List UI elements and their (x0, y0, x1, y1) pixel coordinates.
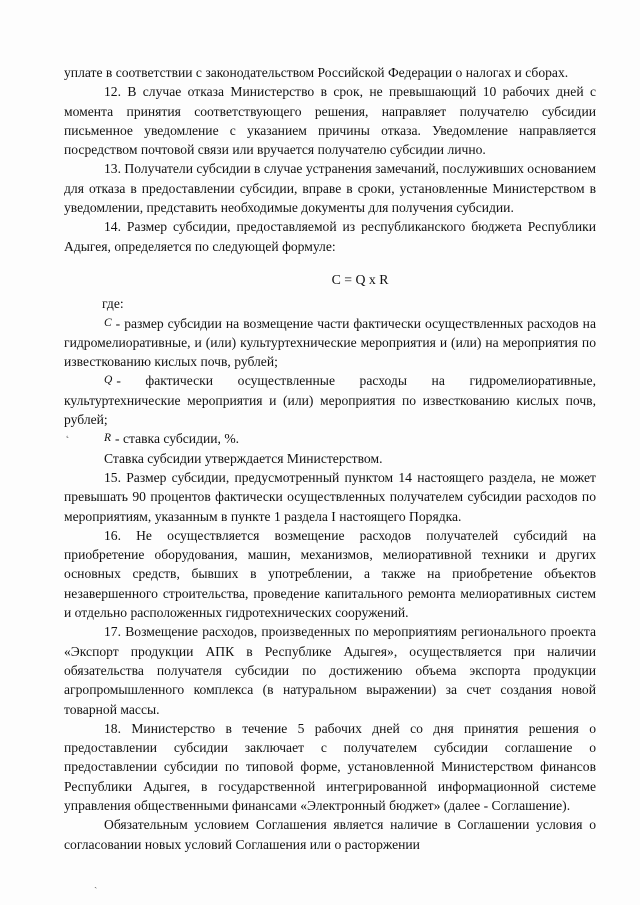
subsidy-formula: C = Q x R (331, 271, 389, 287)
paragraph-15: 15. Размер субсидии, предусмотренный пунктом 14 настоящего раздела, не может превышать 90 процентов фактически осуществленных получателем субсидии расходов по мероприятиям, указанным в пункте 1 раздела I настоящего Порядка. (64, 469, 596, 524)
definition-r-text: - ставка субсидии, %. (115, 431, 240, 447)
definition-r (64, 429, 596, 448)
definition-q (64, 371, 596, 429)
definition-q-text: - фактически осуществленные расходы на гидромелиоративные, культуртехнические мероприятия и (или) мероприятия по известкованию кислых почв, рублей; (64, 373, 596, 428)
paragraph-12: 12. В случае отказа Министерство в срок, не превышающий 10 рабочих дней с момента принятия соответствующего решения, направляет получателю субсидии письменное уведомление с указанием причины отказа. Уведомление направляется посредством почтовой связи или вручается получателю субсидии лично. (64, 84, 596, 158)
paragraph-13: 13. Получатели субсидии в случае устранения замечаний, послуживших основанием для отказа в предоставлении субсидии, вправе в сроки, установленные Министерством в уведомлении, представить необходимые документы для получения субсидии. (64, 161, 596, 216)
paragraph-18: 18. Министерство в течение 5 рабочих дней со дня принятия решения о предоставлении субсидии заключает с получателем субсидии соглашение о предоставлении субсидии по типовой форме, установленной Министерством финансов Республики Адыгея, в государственной интегрированной информационной системе управления общественными финансами «Электронный бюджет» (далее - Соглашение). (64, 720, 596, 813)
continuation-paragraph: уплате в соответствии с законодательством Российской Федерации о налогах и сборах. (64, 65, 569, 80)
document-body (64, 63, 596, 854)
where-label: где: (102, 296, 124, 312)
paragraph-14: 14. Размер субсидии, предоставляемой из республиканского бюджета Республики Адыгея, определяется по следующей формуле: (64, 219, 596, 254)
variable-r: R (104, 432, 112, 445)
rate-statement: Ставка субсидии утверждается Министерством. (104, 450, 383, 466)
variable-q: Q (104, 374, 113, 387)
paragraph-18-continued: Обязательным условием Соглашения является наличие в Соглашении условия о согласовании новых условий Соглашения или о расторжении (64, 817, 596, 852)
scan-mark-bottom: ˏ (94, 878, 98, 889)
paragraph-17: 17. Возмещение расходов, произведенных по мероприятиям регионального проекта «Экспорт продукции АПК в Республике Адыгея», осуществляется при наличии обязательства получателя субсидии по достижению объема экспорта продукции агропромышленного комплекса (в натуральном выражении) за счет создания новой товарной массы. (64, 624, 596, 717)
paragraph-16: 16. Не осуществляется возмещение расходов получателей субсидий на приобретение оборудования, машин, механизмов, мелиоративной техники и других основных средств, бывших в употреблении, а также на приобретение объектов незавершенного строительства, проведение капитального ремонта мелиоративных систем и отдельно расположенных гидротехнических сооружений. (64, 527, 596, 621)
definition-c (64, 314, 596, 372)
variable-c: C (104, 316, 112, 329)
definition-c-text: - размер субсидии на возмещение части фактически осуществленных расходов на гидромелиоративные, и (или) культуртехнические мероприятия и (или) на мероприятия по известкованию кислых почв, рублей; (64, 315, 596, 370)
scan-mark: ˛ (66, 428, 70, 439)
